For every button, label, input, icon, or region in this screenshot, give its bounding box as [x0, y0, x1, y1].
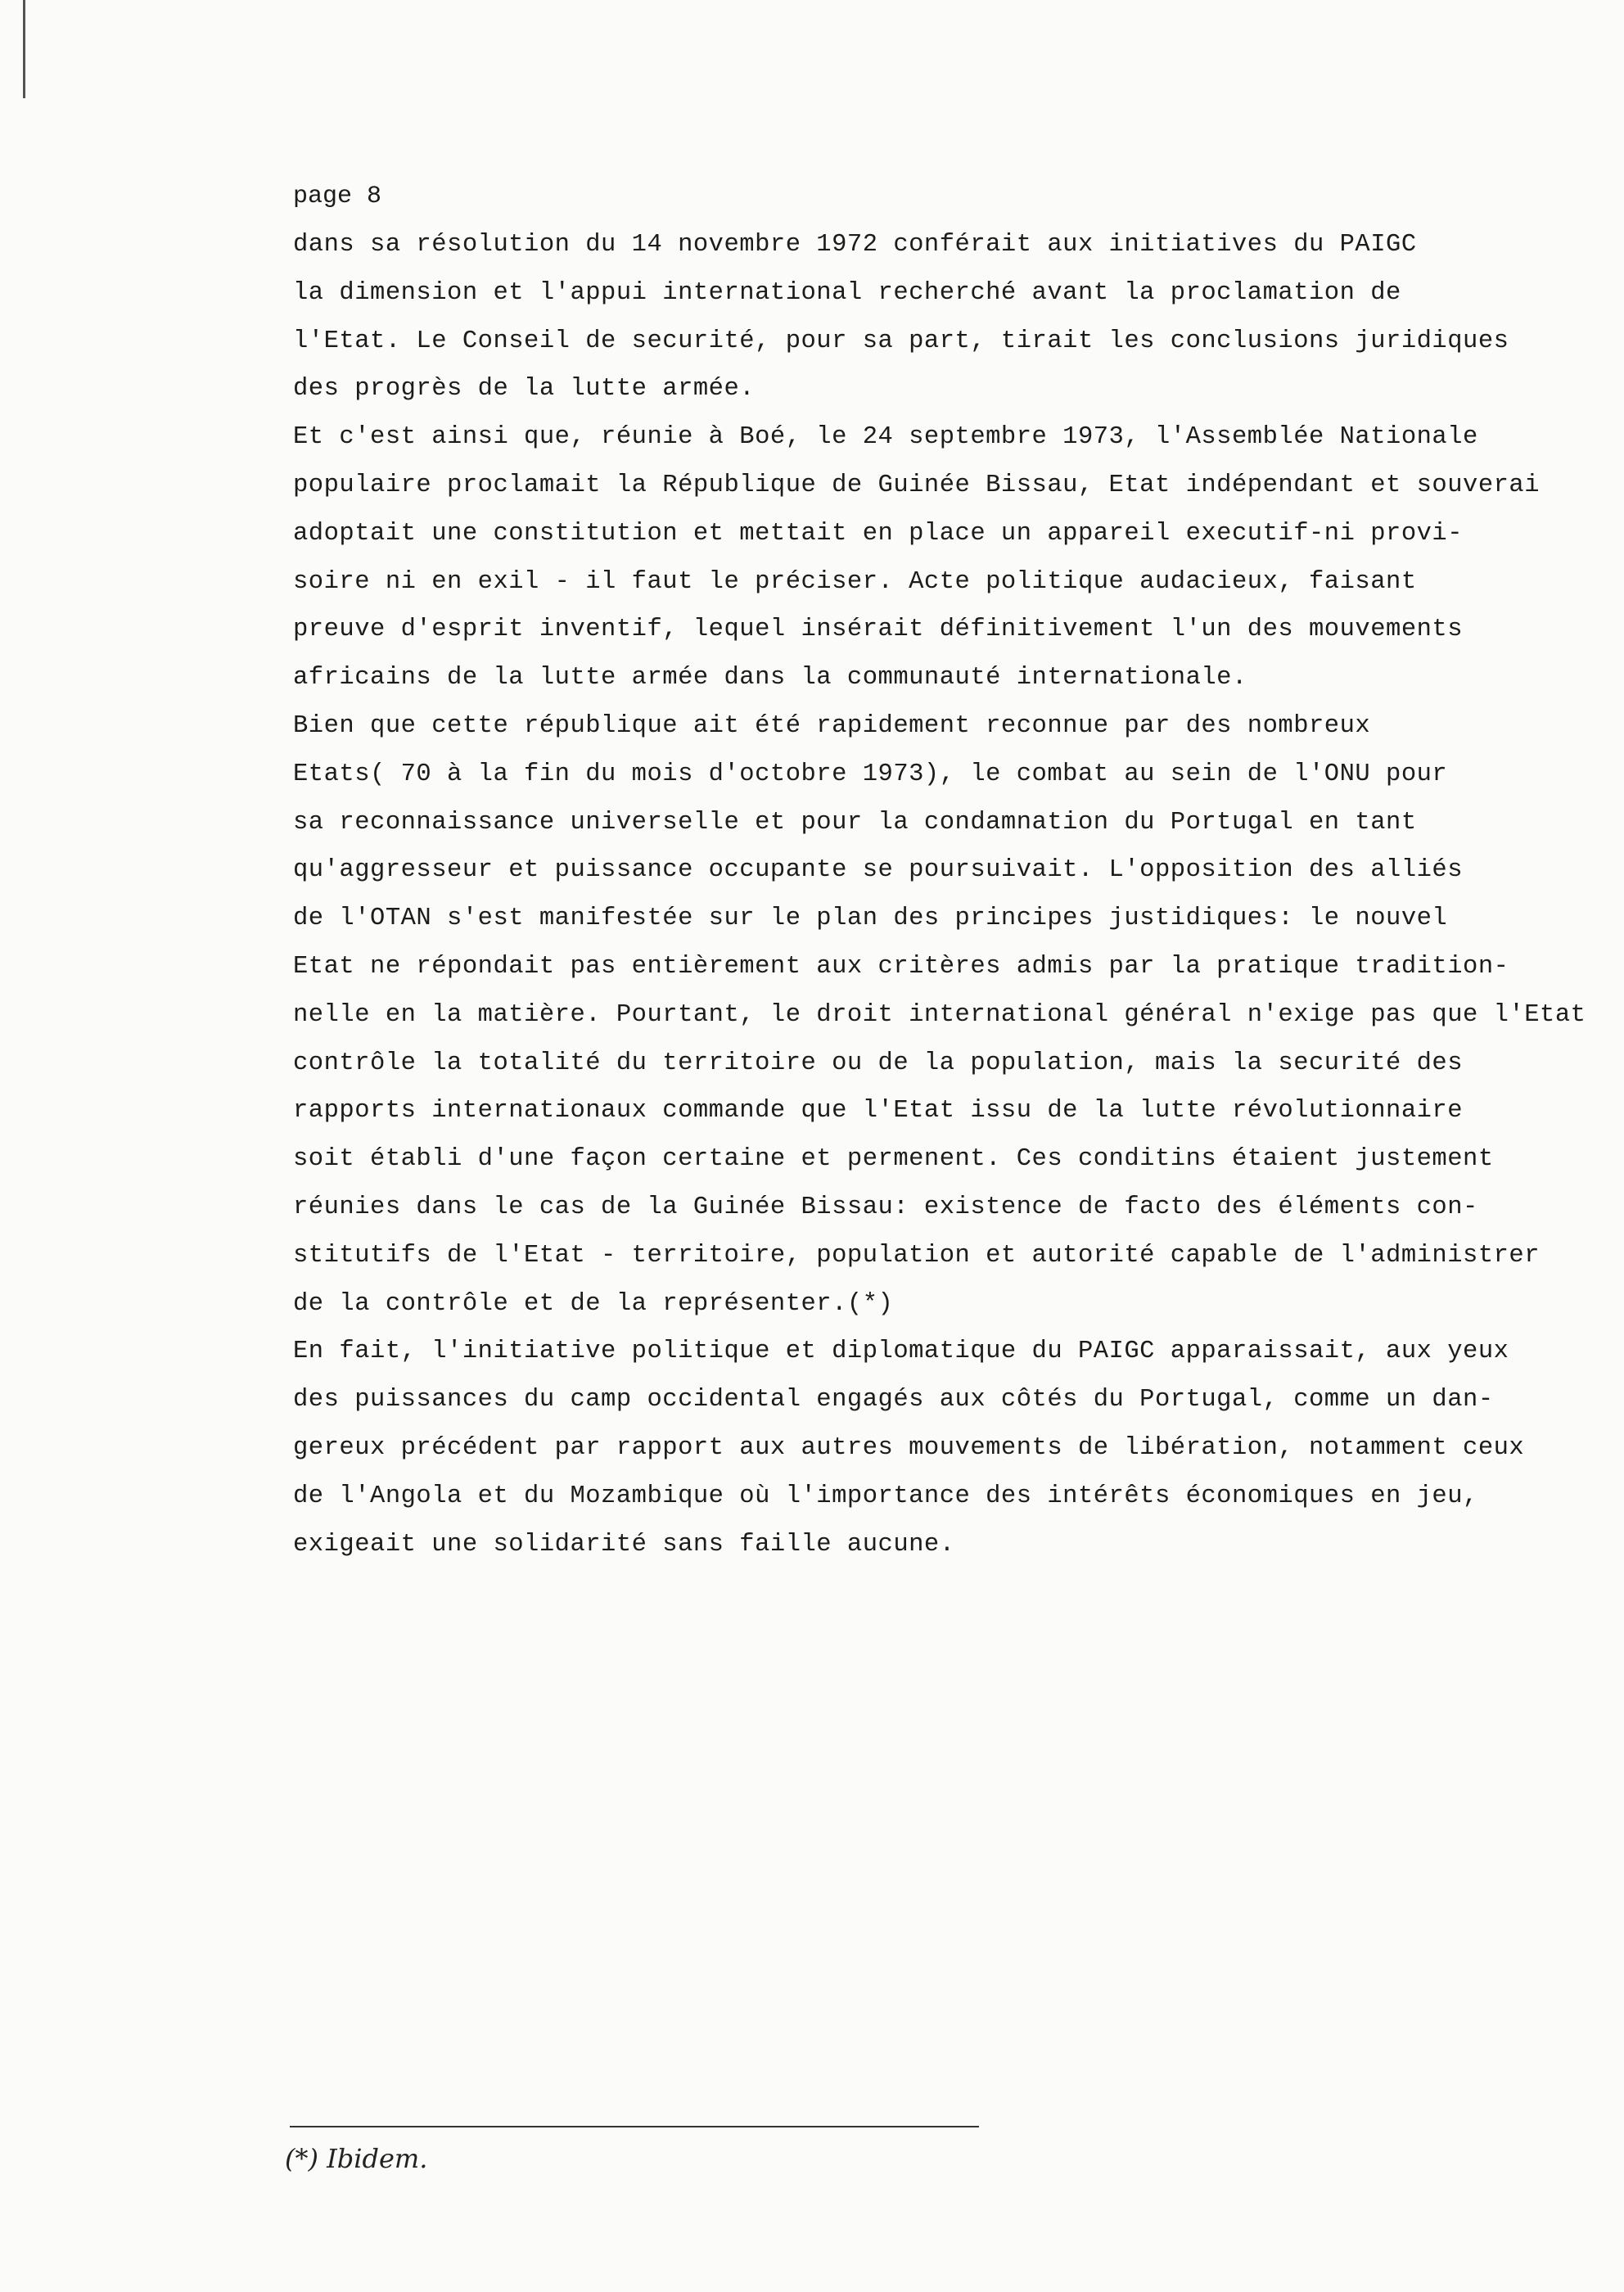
body-line: l'Etat. Le Conseil de securité, pour sa part, tirait les conclusions juridiques: [293, 327, 1509, 355]
body-line: nelle en la matière. Pourtant, le droit international général n'exige pas que l'Etat: [293, 1000, 1586, 1029]
body-line: réunies dans le cas de la Guinée Bissau: existence de facto des éléments con-: [293, 1193, 1478, 1221]
body-line: des puissances du camp occidental engagés aux côtés du Portugal, comme un dan-: [293, 1386, 1494, 1414]
body-line: de la contrôle et de la représenter.(*): [293, 1289, 894, 1318]
body-line: En fait, l'initiative politique et diplomatique du PAIGC apparaissait, aux yeux: [293, 1338, 1509, 1366]
body-line: gereux précédent par rapport aux autres mouvements de libération, notamment ceux: [293, 1433, 1525, 1462]
body-line: Et c'est ainsi que, réunie à Boé, le 24 septembre 1973, l'Assemblée Nationale: [293, 423, 1478, 452]
footnote-divider: [290, 2126, 979, 2127]
body-line: stitutifs de l'Etat - territoire, population et autorité capable de l'administrer: [293, 1241, 1541, 1270]
body-line: de l'Angola et du Mozambique où l'importance des intérêts économiques en jeu,: [293, 1482, 1478, 1510]
body-line: soit établi d'une façon certaine et permenent. Ces conditins étaient justement: [293, 1145, 1494, 1174]
page-number: page 8: [293, 183, 382, 210]
scan-edge-mark: [23, 0, 25, 98]
body-line: preuve d'esprit inventif, lequel insérait définitivement l'un des mouvements: [293, 616, 1464, 644]
body-line: adoptait une constitution et mettait en place un appareil executif-ni provi-: [293, 519, 1464, 548]
body-line: dans sa résolution du 14 novembre 1972 conférait aux initiatives du PAIGC: [293, 231, 1417, 259]
body-line: rapports internationaux commande que l'Etat issu de la lutte révolutionnaire: [293, 1097, 1464, 1126]
body-line: populaire proclamait la République de Guinée Bissau, Etat indépendant et souverai: [293, 471, 1541, 499]
body-line: qu'aggresseur et puissance occupante se poursuivait. L'opposition des alliés: [293, 856, 1464, 885]
body-line: Etat ne répondait pas entièrement aux critères admis par la pratique tradition-: [293, 952, 1509, 981]
body-line: sa reconnaissance universelle et pour la condamnation du Portugal en tant: [293, 808, 1417, 837]
body-line: soire ni en exil - il faut le préciser. Acte politique audacieux, faisant: [293, 567, 1417, 596]
footnote: (*) Ibidem.: [285, 2143, 428, 2174]
body-line: des progrès de la lutte armée.: [293, 375, 756, 404]
body-line: de l'OTAN s'est manifestée sur le plan des principes justidiques: le nouvel: [293, 905, 1448, 933]
body-line: africains de la lutte armée dans la communauté internationale.: [293, 664, 1247, 693]
body-line: exigeait une solidarité sans faille aucune.: [293, 1530, 955, 1559]
typewritten-page: [293, 172, 1603, 1568]
body-line: contrôle la totalité du territoire ou de la population, mais la securité des: [293, 1049, 1464, 1077]
body-line: Etats( 70 à la fin du mois d'octobre 1973), le combat au sein de l'ONU pour: [293, 760, 1448, 788]
body-line: la dimension et l'appui international recherché avant la proclamation de: [293, 278, 1401, 307]
body-line: Bien que cette république ait été rapidement reconnue par des nombreux: [293, 711, 1371, 740]
